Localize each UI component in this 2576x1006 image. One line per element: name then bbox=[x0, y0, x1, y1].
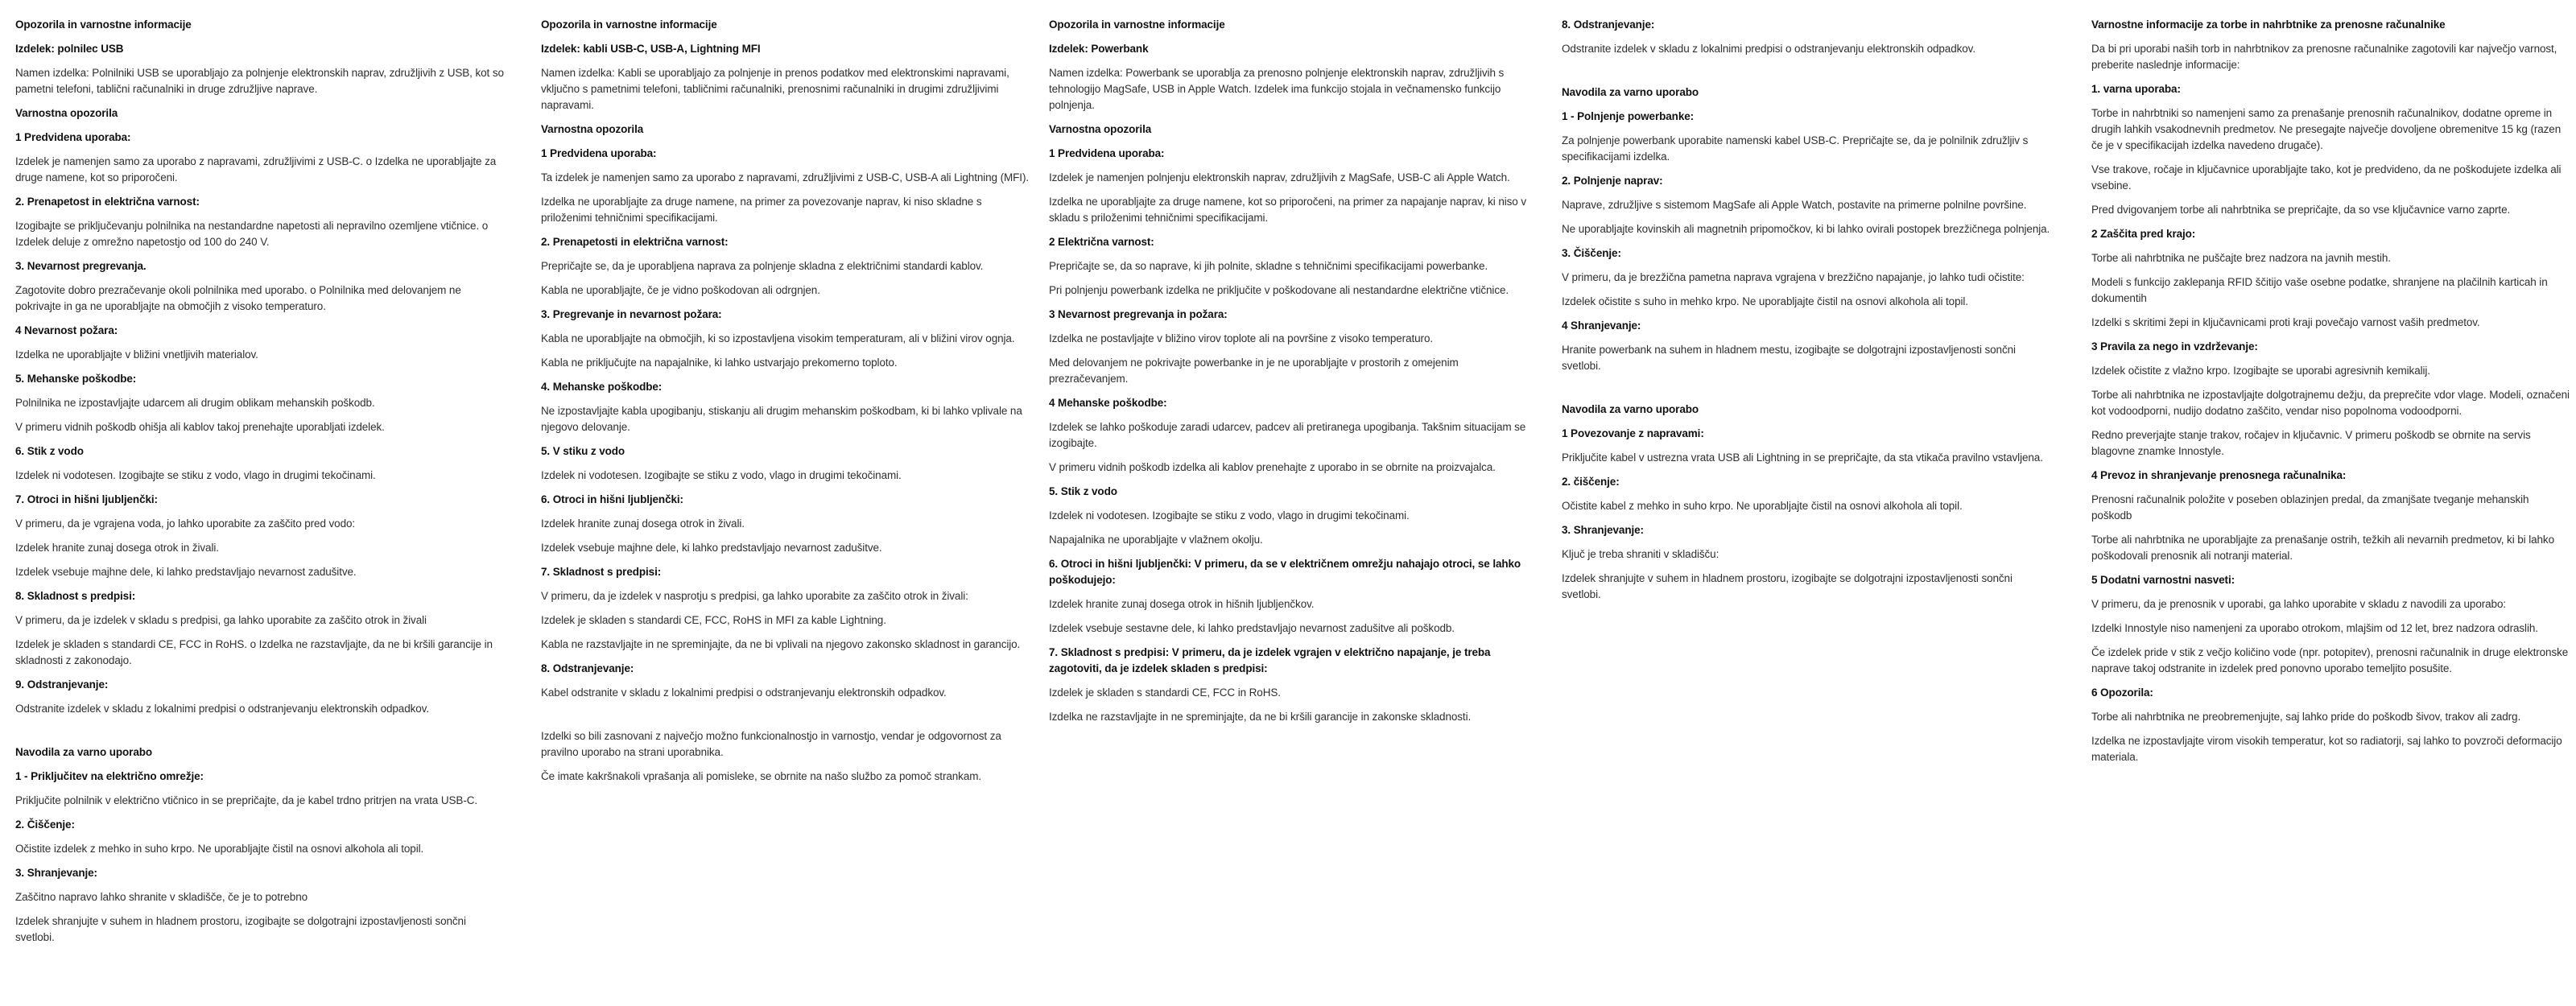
paragraph: Zagotovite dobro prezračevanje okoli polnilnika med uporabo. o Polnilnika med delovanjem ne pokrivajte in ga ne uporabljajte na območjih z visoko temperaturo. bbox=[15, 284, 461, 312]
section-heading: Navodila za varno uporabo bbox=[1562, 403, 1699, 415]
paragraph: Izdelki so bili zasnovani z največjo možno funkcionalnostjo in varnostjo, vendar je odgovornost za pravilno uporabo na strani uporabnika. bbox=[541, 730, 1001, 758]
paragraph: Odstranite izdelek v skladu z lokalnimi predpisi o odstranjevanju elektronskih odpadkov. bbox=[15, 703, 429, 715]
column-polnilec-usb bbox=[15, 17, 504, 954]
paragraph: Izdelek ni vodotesen. Izogibajte se stiku z vodo, vlago in drugimi tekočinami. bbox=[541, 469, 902, 481]
section-heading: 2. Polnjenje naprav: bbox=[1562, 175, 1663, 187]
paragraph: Izdelek ni vodotesen. Izogibajte se stiku z vodo, vlago in drugimi tekočinami. bbox=[15, 469, 376, 481]
section-heading: Izdelek: kabli USB-C, USB-A, Lightning MFI bbox=[541, 43, 761, 55]
paragraph: V primeru, da je prenosnik v uporabi, ga lahko uporabite v skladu z navodili za uporabo: bbox=[2091, 598, 2507, 610]
column-powerbank-navodila bbox=[1562, 17, 2050, 611]
paragraph: Kabla ne uporabljajte na območjih, ki so izpostavljena visokim temperaturam, ali v bližini virov ognja. bbox=[541, 332, 1015, 344]
section-heading: Varnostna opozorila bbox=[541, 123, 644, 135]
section-gap bbox=[1562, 382, 2050, 402]
section-heading: 1 Predvidena uporaba: bbox=[1049, 147, 1165, 159]
section-heading: 4 Mehanske poškodbe: bbox=[1049, 397, 1167, 409]
paragraph: Kabel odstranite v skladu z lokalnimi predpisi o odstranjevanju elektronskih odpadkov. bbox=[541, 686, 947, 699]
section-heading: 3. Pregrevanje in nevarnost požara: bbox=[541, 308, 722, 320]
paragraph: Izdelek vsebuje majhne dele, ki lahko predstavljajo nevarnost zadušitve. bbox=[15, 566, 357, 578]
section-heading: 2. Prenapetost in električna varnost: bbox=[15, 196, 200, 208]
section-heading: 3. Čiščenje: bbox=[1562, 247, 1621, 259]
paragraph: V primeru, da je izdelek v skladu s predpisi, ga lahko uporabite za zaščito otrok in živali bbox=[15, 614, 427, 626]
paragraph: Izdelka ne uporabljajte za druge namene, na primer za povezovanje naprav, ki niso skladne s priloženimi tehničnimi specifikacijami. bbox=[541, 196, 982, 224]
section-heading: Varnostna opozorila bbox=[1049, 123, 1152, 135]
paragraph: Očistite izdelek z mehko in suho krpo. Ne uporabljajte čistil na osnovi alkohola ali topil. bbox=[15, 843, 424, 855]
paragraph: Odstranite izdelek v skladu z lokalnimi predpisi o odstranjevanju elektronskih odpadkov. bbox=[1562, 43, 1975, 55]
section-gap bbox=[15, 725, 504, 744]
section-heading: 5 Dodatni varnostni nasveti: bbox=[2091, 574, 2235, 586]
section-heading: 2 Zaščita pred krajo: bbox=[2091, 228, 2196, 240]
section-heading: Navodila za varno uporabo bbox=[15, 746, 153, 758]
paragraph: Prepričajte se, da so naprave, ki jih polnite, skladne s tehničnimi specifikacijami powerbanke. bbox=[1049, 260, 1488, 272]
paragraph: Priključite polnilnik v električno vtičnico in se prepričajte, da je kabel trdno pritrjen na vrata USB-C. bbox=[15, 794, 478, 806]
paragraph: Naprave, združljive s sistemom MagSafe ali Apple Watch, postavite na primerne polnilne površine. bbox=[1562, 199, 2027, 211]
paragraph: Vse trakove, ročaje in ključavnice uporabljajte tako, kot je predvideno, da ne poškodujete izdelka ali vsebine. bbox=[2091, 163, 2562, 192]
paragraph: Modeli s funkcijo zaklepanja RFID ščitijo vaše osebne podatke, shranjene na plačilnih karticah in dokumentih bbox=[2091, 276, 2548, 304]
section-gap bbox=[541, 709, 1030, 728]
section-heading: 3 Nevarnost pregrevanja in požara: bbox=[1049, 308, 1228, 320]
section-heading: 8. Odstranjevanje: bbox=[541, 662, 634, 674]
paragraph: Kabla ne razstavljajte in ne spreminjajte, da ne bi vplivali na njegovo zakonsko skladnost in garancijo. bbox=[541, 638, 1021, 650]
paragraph: Za polnjenje powerbank uporabite namenski kabel USB-C. Prepričajte se, da je polnilnik združljiv s specifikacijami izdelka. bbox=[1562, 134, 2029, 163]
paragraph: Med delovanjem ne pokrivajte powerbanke in je ne uporabljajte v prostorih z omejenim prezračevanjem. bbox=[1049, 357, 1459, 385]
section-heading: 6. Otroci in hišni ljubljenčki: bbox=[541, 493, 683, 505]
paragraph: Zaščitno napravo lahko shranite v skladišče, če je to potrebno bbox=[15, 891, 308, 903]
section-heading: Opozorila in varnostne informacije bbox=[1049, 19, 1225, 31]
paragraph: Izdelek ni vodotesen. Izogibajte se stiku z vodo, vlago in drugimi tekočinami. bbox=[1049, 509, 1410, 522]
section-heading: 1 Povezovanje z napravami: bbox=[1562, 427, 1704, 439]
section-heading: 2. Čiščenje: bbox=[15, 818, 75, 831]
paragraph: Namen izdelka: Polnilniki USB se uporabljajo za polnjenje elektronskih naprav, združljivih z USB, kot so pametni telefoni, tablični računalniki in druge združljive naprave. bbox=[15, 67, 504, 95]
section-heading: 2. Prenapetosti in električna varnost: bbox=[541, 236, 729, 248]
paragraph: Ta izdelek je namenjen samo za uporabo z napravami, združljivimi z USB-C, USB-A ali Lightning (MFI). bbox=[541, 171, 1029, 183]
paragraph: Izdelek vsebuje majhne dele, ki lahko predstavljajo nevarnost zadušitve. bbox=[541, 542, 882, 554]
section-heading: 1. varna uporaba: bbox=[2091, 83, 2181, 95]
paragraph: Izdelek shranjujte v suhem in hladnem prostoru, izogibajte se dolgotrajni izpostavljenosti sončni svetlobi. bbox=[15, 915, 466, 943]
section-heading: 3. Shranjevanje: bbox=[15, 867, 97, 879]
section-heading: 8. Odstranjevanje: bbox=[1562, 19, 1655, 31]
section-heading: Opozorila in varnostne informacije bbox=[541, 19, 717, 31]
section-heading: Varnostne informacije za torbe in nahrbtnike za prenosne računalnike bbox=[2091, 19, 2446, 31]
paragraph: Izdelka ne uporabljajte za druge namene, kot so priporočeni, na primer za napajanje naprav, ki niso v skladu s priloženimi tehničnimi specifikacijami. bbox=[1049, 196, 1527, 224]
paragraph: Torbe in nahrbtniki so namenjeni samo za prenašanje prenosnih računalnikov, dodatne opreme in drugih lahkih vsakodnevnih predmetov. Ne presegajte največje dovoljene obremenitve 15 kg (razen če je v specifikacijah izdelka navedeno drugače). bbox=[2091, 107, 2562, 151]
section-heading: 3. Nevarnost pregrevanja. bbox=[15, 260, 147, 272]
paragraph: Izogibajte se priključevanju polnilnika na nestandardne napetosti ali nepravilno ozemljene vtičnice. o Izdelek deluje z omrežno napetostjo od 100 do 240 V. bbox=[15, 220, 489, 248]
paragraph: Pred dvigovanjem torbe ali nahrbtnika se prepričajte, da so vse ključavnice varno zaprte. bbox=[2091, 204, 2511, 216]
paragraph: V primeru vidnih poškodb izdelka ali kablov prenehajte z uporabo in se obrnite na proizvajalca. bbox=[1049, 461, 1496, 473]
paragraph: Izdelek vsebuje sestavne dele, ki lahko predstavljajo nevarnost zadušitve ali poškodb. bbox=[1049, 622, 1455, 634]
paragraph: Kabla ne uporabljajte, če je vidno poškodovan ali odrgnjen. bbox=[541, 284, 820, 296]
section-heading: 4 Shranjevanje: bbox=[1562, 320, 1641, 332]
column-powerbank bbox=[1049, 17, 1538, 733]
section-heading: 4 Nevarnost požara: bbox=[15, 324, 118, 336]
paragraph: Ključ je treba shraniti v skladišču: bbox=[1562, 548, 1719, 560]
paragraph: Izdelek očistite z vlažno krpo. Izogibajte se uporabi agresivnih kemikalij. bbox=[2091, 365, 2430, 377]
paragraph: Izdelek je namenjen polnjenju elektronskih naprav, združljivih z MagSafe, USB-C ali Apple Watch. bbox=[1049, 171, 1510, 183]
section-heading: 3 Pravila za nego in vzdrževanje: bbox=[2091, 340, 2258, 353]
paragraph: Izdelek očistite s suho in mehko krpo. Ne uporabljajte čistil na osnovi alkohola ali topil. bbox=[1562, 295, 1968, 307]
paragraph: Namen izdelka: Kabli se uporabljajo za polnjenje in prenos podatkov med elektronskimi napravami, vključno s pametnimi telefoni, tabličnimi računalniki, prenosnimi računalniki in drugimi združljivimi napravami. bbox=[541, 67, 1009, 111]
section-heading: 1 Predvidena uporaba: bbox=[15, 131, 131, 143]
paragraph: Da bi pri uporabi naših torb in nahrbtnikov za prenosne računalnike zagotovili kar največjo varnost, preberite naslednje informacije: bbox=[2091, 43, 2557, 71]
section-heading: Izdelek: polnilec USB bbox=[15, 43, 124, 55]
paragraph: V primeru, da je brezžična pametna naprava vgrajena v brezžično napajanje, jo lahko tudi očistite: bbox=[1562, 271, 2025, 283]
section-heading: 1 Predvidena uporaba: bbox=[541, 147, 657, 159]
paragraph: Izdelka ne postavljajte v bližino virov toplote ali na površine z visoko temperaturo. bbox=[1049, 332, 1433, 344]
paragraph: Torbe ali nahrbtnika ne uporabljajte za prenašanje ostrih, težkih ali nevarnih predmetov, ki bi lahko poškodovali prenosnik ali notranji material. bbox=[2091, 534, 2554, 562]
section-heading: 4 Prevoz in shranjevanje prenosnega računalnika: bbox=[2091, 469, 2347, 481]
section-heading: 7. Otroci in hišni ljubljenčki: bbox=[15, 493, 158, 505]
paragraph: Pri polnjenju powerbank izdelka ne priključite v poškodovane ali nestandardne električne vtičnice. bbox=[1049, 284, 1509, 296]
section-heading: Opozorila in varnostne informacije bbox=[15, 19, 192, 31]
section-heading: 8. Skladnost s predpisi: bbox=[15, 590, 136, 602]
paragraph: Prepričajte se, da je uporabljena naprava za polnjenje skladna z električnimi standardi kablov. bbox=[541, 260, 984, 272]
section-heading: 2 Električna varnost: bbox=[1049, 236, 1154, 248]
paragraph: Kabla ne priključujte na napajalnike, ki lahko ustvarjajo prekomerno toploto. bbox=[541, 357, 898, 369]
paragraph: Izdelek hranite zunaj dosega otrok in živali. bbox=[541, 517, 745, 530]
paragraph: Očistite kabel z mehko in suho krpo. Ne uporabljajte čistil na osnovi alkohola ali topil. bbox=[1562, 500, 1963, 512]
section-heading: 5. Stik z vodo bbox=[1049, 485, 1117, 497]
paragraph: Ne uporabljajte kovinskih ali magnetnih pripomočkov, ki bi lahko ovirali postopek brezžičnega polnjenja. bbox=[1562, 223, 2050, 235]
paragraph: V primeru, da je vgrajena voda, jo lahko uporabite za zaščito pred vodo: bbox=[15, 517, 356, 530]
paragraph: V primeru vidnih poškodb ohišja ali kablov takoj prenehajte uporabljati izdelek. bbox=[15, 421, 385, 433]
paragraph: Izdelek je namenjen samo za uporabo z napravami, združljivimi z USB-C. o Izdelka ne uporabljajte za druge namene, kot so priporočeni. bbox=[15, 155, 497, 183]
section-heading: 1 - Priključitev na električno omrežje: bbox=[15, 770, 204, 782]
section-heading: 9. Odstranjevanje: bbox=[15, 678, 109, 691]
paragraph: Izdelka ne izpostavljajte virom visokih temperatur, kot so radiatorji, saj lahko to povzroči deformacijo materiala. bbox=[2091, 735, 2562, 763]
section-heading: 5. V stiku z vodo bbox=[541, 445, 625, 457]
paragraph: Ne izpostavljajte kabla upogibanju, stiskanju ali drugim mehanskim poškodbam, ki bi lahko vplivale na njegovo delovanje. bbox=[541, 405, 1022, 433]
paragraph: Izdelek je skladen s standardi CE, FCC in RoHS. o Izdelka ne razstavljajte, da ne bi kršili garancije in skladnosti z zakonodajo. bbox=[15, 638, 493, 666]
paragraph: Torbe ali nahrbtnika ne preobremenjujte, saj lahko pride do poškodb šivov, trakov ali zadrg. bbox=[2091, 711, 2521, 723]
section-heading: 7. Skladnost s predpisi: bbox=[541, 566, 662, 578]
paragraph: Izdelek se lahko poškoduje zaradi udarcev, padcev ali pretiranega upogibanja. Takšnim situacijam se izogibajte. bbox=[1049, 421, 1526, 449]
paragraph: Torbe ali nahrbtnika ne izpostavljajte dolgotrajnemu dežju, da preprečite vdor vlage. Modeli, označeni kot vodoodporni, nudijo dodatno zaščito, vendar niso popolnoma vodoodporni. bbox=[2091, 389, 2570, 417]
section-heading: 4. Mehanske poškodbe: bbox=[541, 381, 663, 393]
paragraph: Polnilnika ne izpostavljajte udarcem ali drugim oblikam mehanskih poškodb. bbox=[15, 397, 375, 409]
paragraph: Hranite powerbank na suhem in hladnem mestu, izogibajte se dolgotrajni izpostavljenosti sončni svetlobi. bbox=[1562, 344, 2016, 372]
paragraph: Izdelek hranite zunaj dosega otrok in živali. bbox=[15, 542, 219, 554]
section-heading: 5. Mehanske poškodbe: bbox=[15, 373, 137, 385]
column-torbe-nahrbtniki bbox=[2091, 17, 2570, 773]
column-kabli bbox=[541, 17, 1030, 793]
paragraph: Izdelek je skladen s standardi CE, FCC, RoHS in MFI za kable Lightning. bbox=[541, 614, 886, 626]
section-heading: Varnostna opozorila bbox=[15, 107, 118, 119]
section-heading: 6. Stik z vodo bbox=[15, 445, 84, 457]
section-heading: 6. Otroci in hišni ljubljenčki: V primeru, da se v električnem omrežju nahajajo otroci, se lahko poškodujejo: bbox=[1049, 558, 1521, 586]
paragraph: Redno preverjajte stanje trakov, ročajev in ključavnic. V primeru poškodb se obrnite na servis blagovne znamke Innostyle. bbox=[2091, 429, 2531, 457]
paragraph: Izdelka ne razstavljajte in ne spreminjajte, da ne bi kršili garancije in zakonske skladnosti. bbox=[1049, 711, 1472, 723]
paragraph: Izdelek shranjujte v suhem in hladnem prostoru, izogibajte se dolgotrajni izpostavljenosti sončni svetlobi. bbox=[1562, 572, 2013, 600]
paragraph: Torbe ali nahrbtnika ne puščajte brez nadzora na javnih mestih. bbox=[2091, 252, 2391, 264]
section-heading: 7. Skladnost s predpisi: V primeru, da je izdelek vgrajen v električno napajanje, je treba zagotoviti, da je izdelek skladen s predpisi: bbox=[1049, 646, 1491, 674]
paragraph: Prenosni računalnik položite v poseben oblazinjen predal, da zmanjšate tveganje mehanskih poškodb bbox=[2091, 493, 2529, 522]
paragraph: Namen izdelka: Powerbank se uporablja za prenosno polnjenje elektronskih naprav, združljivih s tehnologijo MagSafe, USB in Apple Watch. Izdelek ima funkcijo stojala in večnamensko funkcijo polnjenja. bbox=[1049, 67, 1505, 111]
paragraph: Priključite kabel v ustrezna vrata USB ali Lightning in se prepričajte, da sta vtikača pravilno vstavljena. bbox=[1562, 451, 2043, 464]
paragraph: Izdelki Innostyle niso namenjeni za uporabo otrokom, mlajšim od 12 let, brez nadzora odraslih. bbox=[2091, 622, 2538, 634]
section-heading: 2. čiščenje: bbox=[1562, 476, 1620, 488]
paragraph: Izdelka ne uporabljajte v bližini vnetljivih materialov. bbox=[15, 348, 258, 361]
paragraph: V primeru, da je izdelek v nasprotju s predpisi, ga lahko uporabite za zaščito otrok in živali: bbox=[541, 590, 968, 602]
section-gap bbox=[1562, 65, 2050, 85]
paragraph: Izdelki s skritimi žepi in ključavnicami proti kraji povečajo varnost vaših predmetov. bbox=[2091, 316, 2480, 328]
paragraph: Če izdelek pride v stik z večjo količino vode (npr. potopitev), prenosni računalnik in druge elektronske naprave takoj odstranite in izdelek pred ponovno uporabo temeljito posušite. bbox=[2091, 646, 2569, 674]
paragraph: Izdelek je skladen s standardi CE, FCC in RoHS. bbox=[1049, 686, 1281, 699]
section-heading: Izdelek: Powerbank bbox=[1049, 43, 1149, 55]
paragraph: Če imate kakršnakoli vprašanja ali pomisleke, se obrnite na našo službo za pomoč strankam. bbox=[541, 770, 982, 782]
section-heading: 1 - Polnjenje powerbanke: bbox=[1562, 110, 1695, 122]
section-heading: 3. Shranjevanje: bbox=[1562, 524, 1644, 536]
section-heading: Navodila za varno uporabo bbox=[1562, 86, 1699, 98]
paragraph: Napajalnika ne uporabljajte v vlažnem okolju. bbox=[1049, 534, 1263, 546]
section-heading: 6 Opozorila: bbox=[2091, 686, 2153, 699]
paragraph: Izdelek hranite zunaj dosega otrok in hišnih ljubljenčkov. bbox=[1049, 598, 1315, 610]
